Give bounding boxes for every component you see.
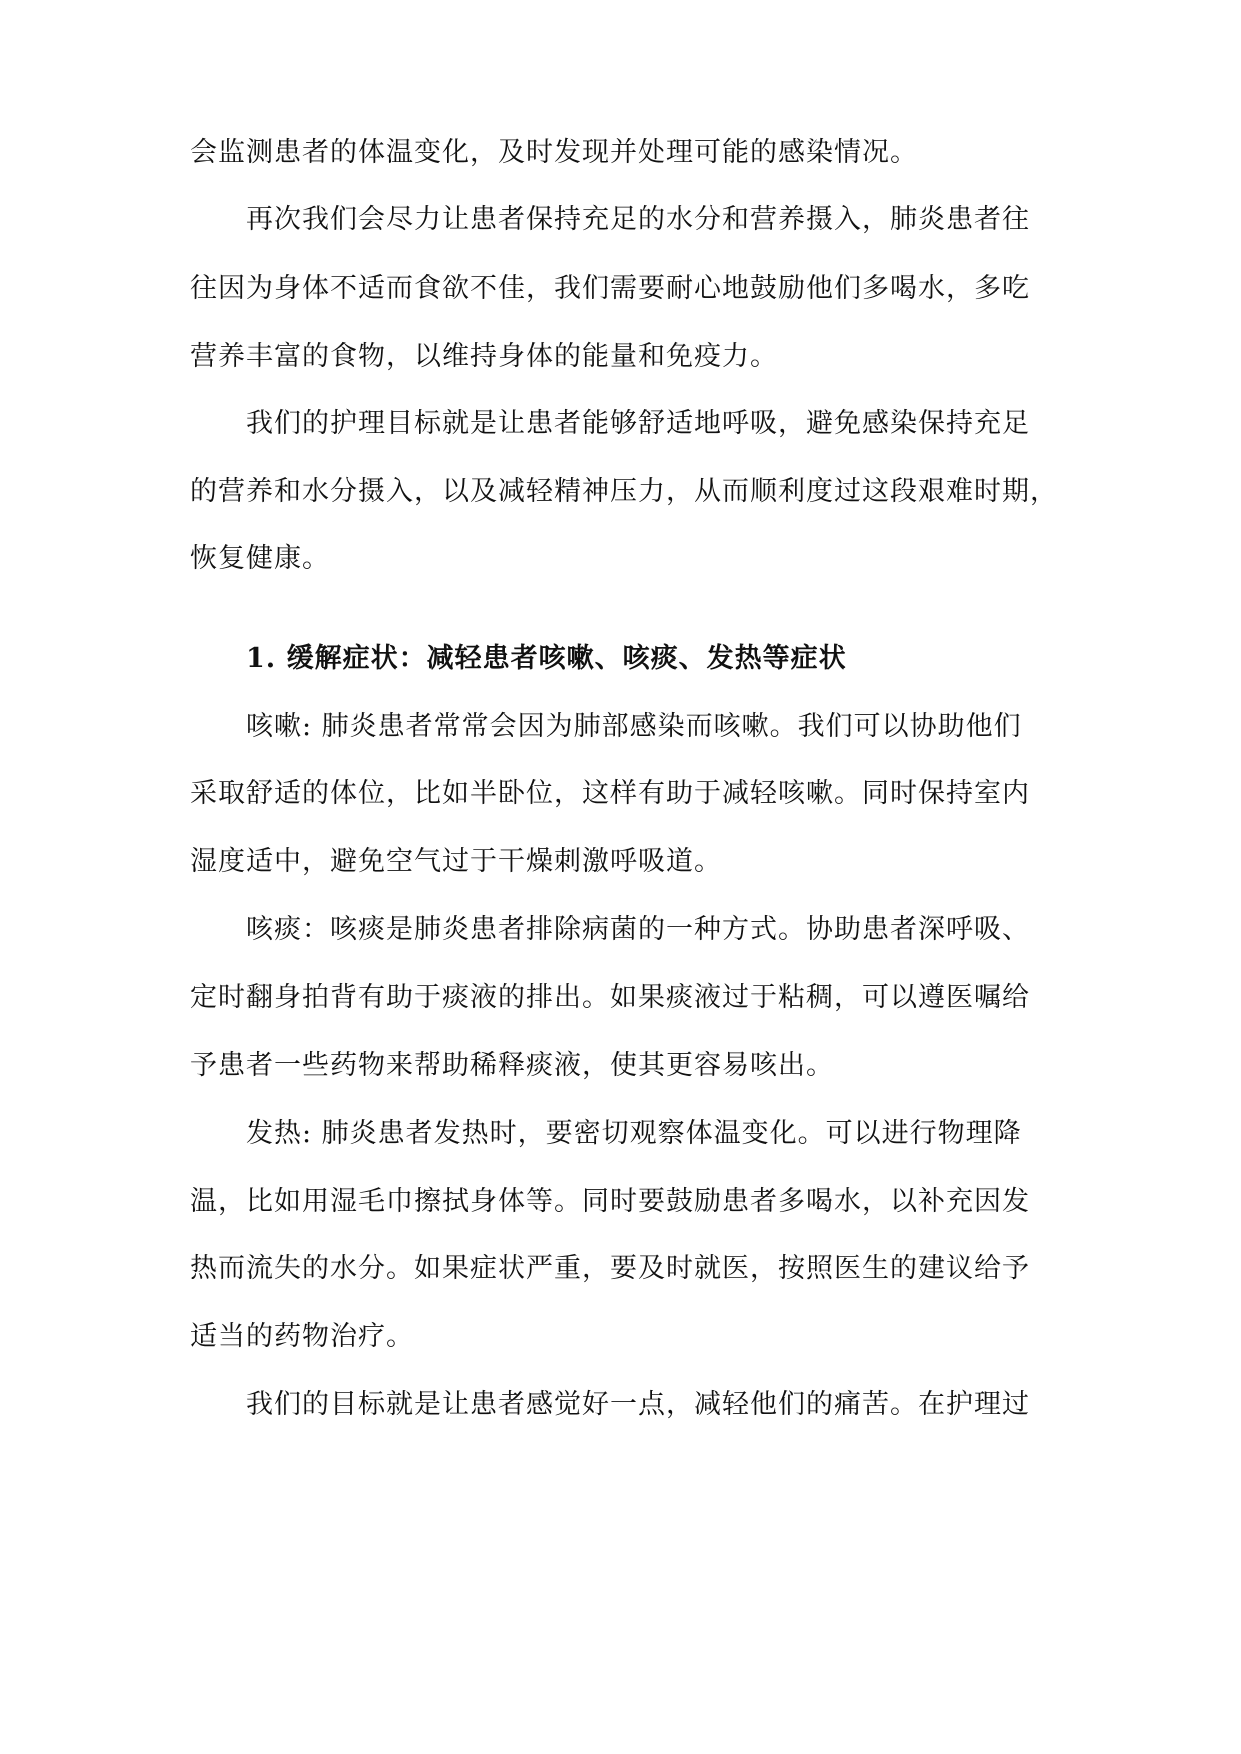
paragraph-line: 会监测患者的体温变化，及时发现并处理可能的感染情况。 <box>190 137 918 168</box>
paragraph-line: 热而流失的水分。如果症状严重，要及时就医，按照医生的建议给予 <box>190 1253 1030 1284</box>
paragraph-line: 采取舒适的体位，比如半卧位，这样有助于减轻咳嗽。同时保持室内 <box>190 778 1030 809</box>
paragraph-line: 予患者一些药物来帮助稀释痰液，使其更容易咳出。 <box>190 1050 834 1081</box>
paragraph-line: 咳痰：咳痰是肺炎患者排除病菌的一种方式。协助患者深呼吸、 <box>246 914 1030 945</box>
paragraph-line: 营养丰富的食物，以维持身体的能量和免疫力。 <box>190 341 778 372</box>
paragraph-line: 湿度适中，避免空气过于干燥刺激呼吸道。 <box>190 846 722 877</box>
paragraph-line: 定时翻身拍背有助于痰液的排出。如果痰液过于粘稠，可以遵医嘱给 <box>190 982 1030 1013</box>
paragraph-line: 温，比如用湿毛巾擦拭身体等。同时要鼓励患者多喝水，以补充因发 <box>190 1186 1030 1217</box>
paragraph-line: 我们的目标就是让患者感觉好一点，减轻他们的痛苦。在护理过 <box>246 1389 1030 1420</box>
paragraph-line: 发热: 肺炎患者发热时，要密切观察体温变化。可以进行物理降 <box>246 1118 1022 1149</box>
paragraph-line: 再次我们会尽力让患者保持充足的水分和营养摄入，肺炎患者往 <box>246 204 1030 235</box>
paragraph-line: 往因为身体不适而食欲不佳，我们需要耐心地鼓励他们多喝水，多吃 <box>190 273 1030 304</box>
paragraph-line: 恢复健康。 <box>190 543 330 574</box>
paragraph-line: 咳嗽: 肺炎患者常常会因为肺部感染而咳嗽。我们可以协助他们 <box>246 711 1022 742</box>
paragraph-line: 的营养和水分摄入，以及减轻精神压力，从而顺利度过这段艰难时期， <box>190 476 1058 507</box>
paragraph-line: 适当的药物治疗。 <box>190 1321 414 1352</box>
section-heading: 1. 缓解症状：减轻患者咳嗽、咳痰、发热等症状 <box>246 643 847 674</box>
paragraph-line: 我们的护理目标就是让患者能够舒适地呼吸，避免感染保持充足 <box>246 408 1030 439</box>
